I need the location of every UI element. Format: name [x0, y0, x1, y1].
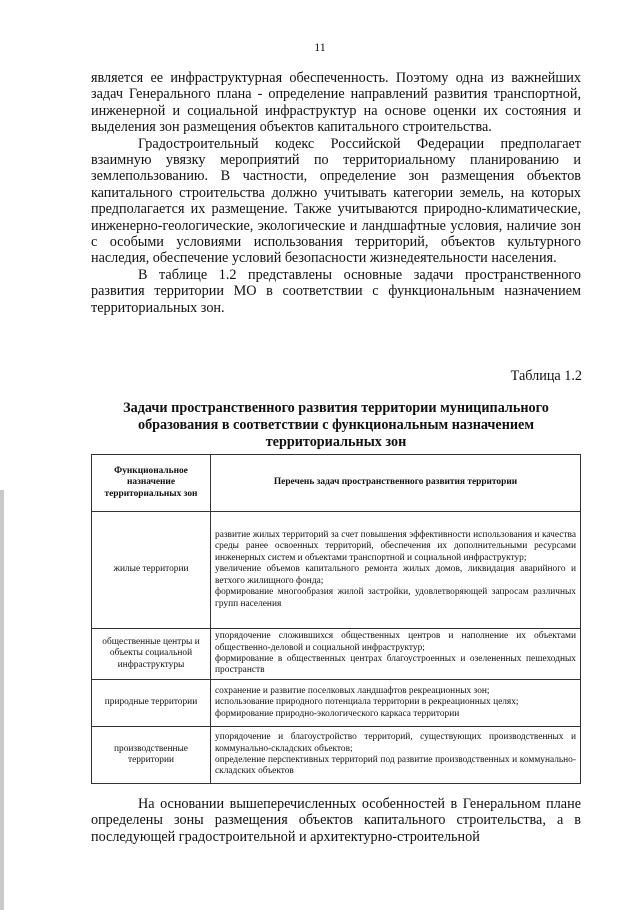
paragraph-1: является ее инфраструктурная обеспеченность. Поэтому одна из важнейших задач Генерального плана - определение направлений развития транспортной, инженерной и социальной инфраструктур на основе оценки их состояния и выделения зон размещения объектов капитального строительства.: [91, 70, 581, 136]
task-item: развитие жилых территорий за счет повышения эффективности использования и качества среды ранее освоенных территорий, обеспечения их дополнительными ресурсами инженерных систем и объектами транспортной и социальной инфраструктур;: [215, 530, 576, 563]
body-text-top: [91, 70, 581, 316]
table-row: [92, 512, 581, 629]
tasks-cell: [211, 727, 581, 784]
task-item: формирование природно-экологического каркаса территории: [215, 708, 460, 719]
function-cell: природные территории: [92, 680, 211, 727]
body-text-bottom: [91, 796, 581, 845]
table-title: Задачи пространственного развития территории муниципального образования в соответствии с функциональным назначением территориальных зон: [123, 400, 549, 450]
task-item: сохранение и развитие поселковых ландшафтов рекреационных зон;: [215, 685, 490, 696]
page-number: 11: [314, 40, 326, 54]
paragraph-3: В таблице 1.2 представлены основные задачи пространственного развития территории МО в соответствии с функциональным назначением территориальных зон.: [91, 266, 581, 316]
tasks-cell: [211, 680, 581, 727]
table-row: [92, 629, 581, 680]
header-function: Функциональное назначение территориальных зон: [92, 455, 211, 512]
table-row: [92, 727, 581, 784]
task-item: использование природного потенциала территории в рекреационных целях;: [215, 697, 519, 708]
tasks-cell: [211, 629, 581, 680]
task-item: формирование в общественных центрах благоустроенных и озелененных пешеходных пространств: [215, 654, 576, 676]
function-cell: жилые территории: [92, 512, 211, 629]
tasks-cell: [211, 512, 581, 629]
task-item: увеличение объемов капитального ремонта жилых домов, ликвидация аварийного и ветхого жилищного фонда;: [215, 564, 576, 586]
tasks-table: [91, 454, 581, 784]
paragraph-closing: На основании вышеперечисленных особенностей в Генеральном плане определены зоны размещения объектов капитального строительства, а в последующей градостроительной и архитектурно-строительной: [91, 796, 581, 845]
scan-edge-shadow: [0, 490, 4, 910]
function-cell: общественные центры и объекты социальной инфраструктуры: [92, 629, 211, 680]
table-caption: Таблица 1.2: [510, 368, 582, 384]
function-cell: производственные территории: [92, 727, 211, 784]
task-item: формирование многообразия жилой застройки, удовлетворяющей запросам различных групп населения: [215, 587, 576, 609]
paragraph-2: Градостроительный кодекс Российской Федерации предполагает взаимную увязку мероприятий по территориальному планированию и землепользованию. В частности, определение зон размещения объектов капитального строительства должно учитывать категории земель, на которых предполагается их размещение. Также учитываются природно-климатические, инженерно-геологические, экологические и ландшафтные условия, наличие зон с особыми условиями использования территорий, объектов культурного наследия, обеспечение условий безопасности жизнедеятельности населения.: [91, 135, 581, 267]
task-item: определение перспективных территорий под развитие производственных и коммунально-складских объектов: [215, 755, 576, 777]
task-item: упорядочение и благоустройство территорий, существующих производственных и коммунально-складских объектов;: [215, 732, 576, 754]
table-header-row: [92, 455, 581, 512]
task-item: упорядочение сложившихся общественных центров и наполнение их объектами общественно-деловой и социальной инфраструктур;: [215, 631, 576, 653]
header-tasks: Перечень задач пространственного развития территории: [211, 455, 581, 512]
table-row: [92, 680, 581, 727]
